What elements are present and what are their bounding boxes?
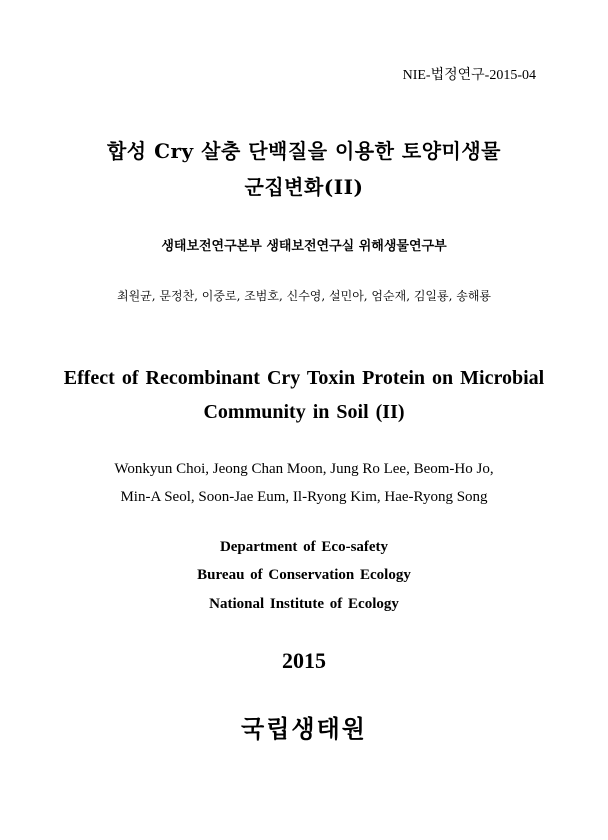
english-authors-line-1: Wonkyun Choi, Jeong Chan Moon, Jung Ro Lee, Beom-Ho Jo, [114,461,494,477]
korean-title-line-2: 군집변화(II) [244,175,364,199]
english-authors-line-2: Min-A Seol, Soon-Jae Eum, Il-Ryong Kim, Hae-Ryong Song [120,489,488,505]
english-department: Department of Eco-safety [219,539,389,555]
publisher-name: 국립생태원 [241,714,367,743]
english-title-line-1: Effect of Recombinant Cry Toxin Protein on Microbial [63,367,545,389]
report-number: NIE-법정연구-2015-04 [402,68,536,83]
korean-department: 생태보전연구본부 생태보전연구실 위해생물연구부 [161,239,447,254]
korean-title-line-1: 합성 Cry 살충 단백질을 이용한 토양미생물 [106,139,501,163]
english-bureau: Bureau of Conservation Ecology [197,567,411,583]
korean-authors: 최원균, 문정찬, 이중로, 조범호, 신수영, 설민아, 엄순재, 김일룡, 송해룡 [116,289,492,303]
english-title-line-2: Community in Soil (II) [203,401,405,423]
publication-year: 2015 [282,648,326,673]
english-institute: National Institute of Ecology [209,596,399,612]
